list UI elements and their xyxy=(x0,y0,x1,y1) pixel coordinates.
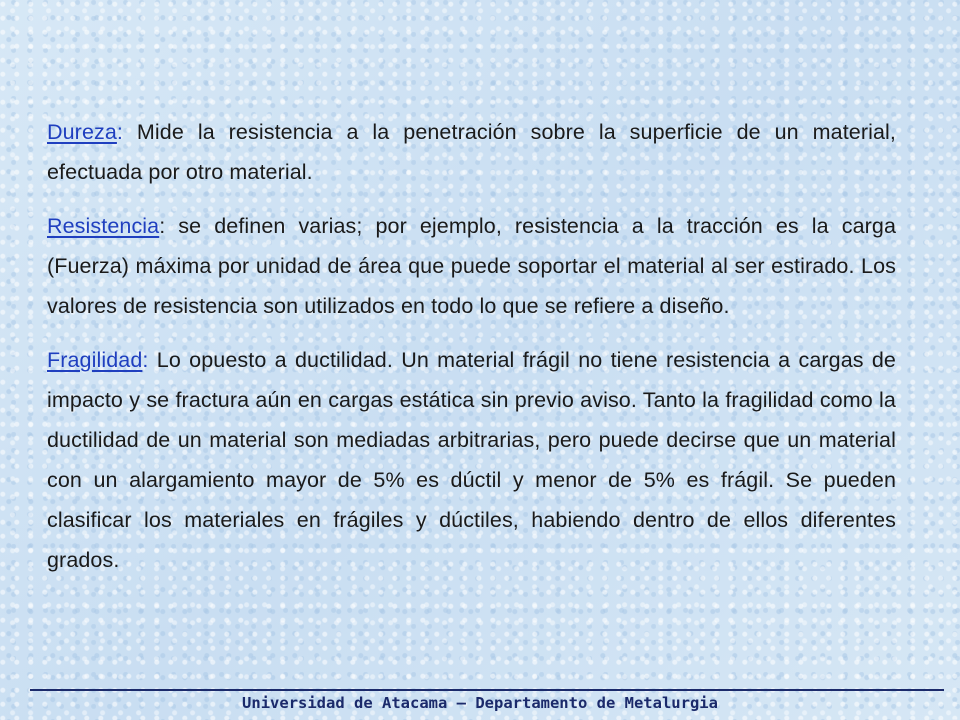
term-dureza: Dureza xyxy=(47,120,117,144)
paragraph-resistencia-text: : se definen varias; por ejemplo, resistencia a la tracción es la carga (Fuerza) máxima por unidad de área que puede soportar el material al ser estirado. Los valores de resistencia son utilizados en todo lo que se refiere a diseño. xyxy=(47,214,896,318)
term-fragilidad-colon: : xyxy=(142,348,149,372)
paragraph-fragilidad xyxy=(47,340,896,580)
paragraph-resistencia xyxy=(47,206,896,326)
footer-institution: Universidad de Atacama – Departamento de Metalurgia xyxy=(242,694,718,712)
paragraph-dureza xyxy=(47,112,896,192)
footer-divider xyxy=(30,689,944,691)
slide-body xyxy=(47,112,896,594)
paragraph-dureza-text: Mide la resistencia a la penetración sobre la superficie de un material, efectuada por otro material. xyxy=(47,120,896,184)
paragraph-fragilidad-text: Lo opuesto a ductilidad. Un material frágil no tiene resistencia a cargas de impacto y se fractura aún en cargas estática sin previo aviso. Tanto la fragilidad como la ductilidad de un material son mediadas arbitrarias, pero puede decirse que un material con un alargamiento mayor de 5% es dúctil y menor de 5% es frágil. Se pueden clasificar los materiales en frágiles y dúctiles, habiendo dentro de ellos diferentes grados. xyxy=(47,348,896,572)
term-dureza-colon: : xyxy=(116,120,123,144)
term-resistencia: Resistencia xyxy=(47,214,160,238)
term-fragilidad: Fragilidad xyxy=(47,348,143,372)
